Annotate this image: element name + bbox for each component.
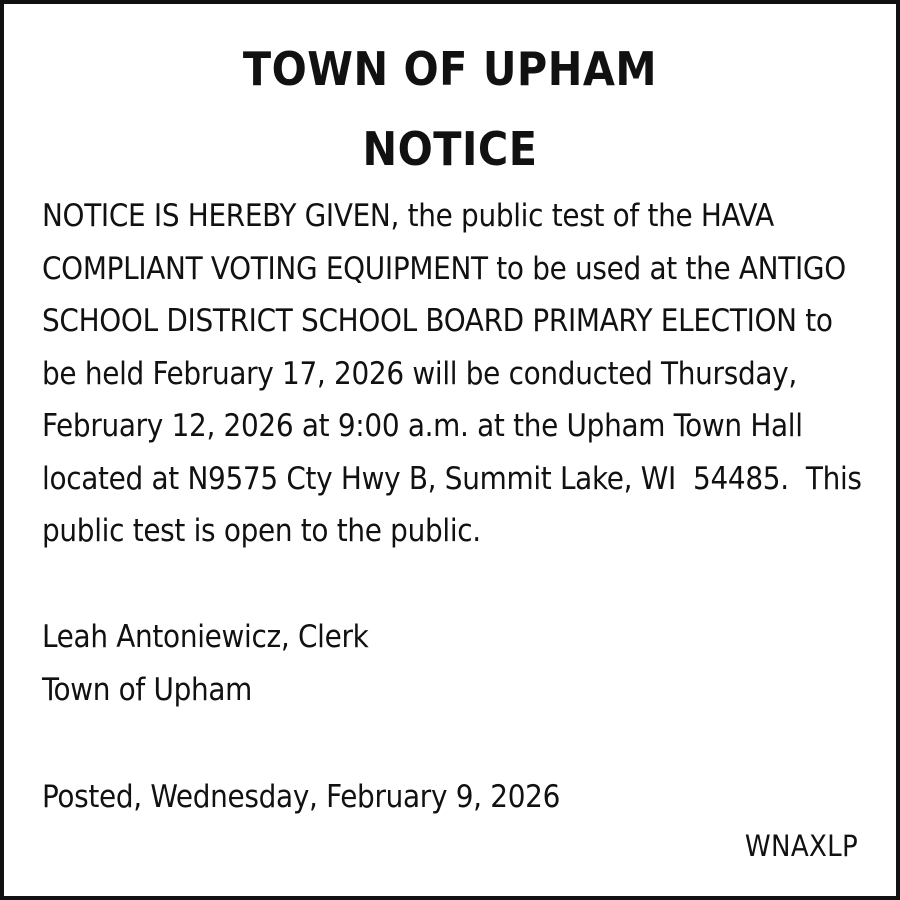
- signature-title: Town of Upham: [42, 672, 253, 708]
- notice-body-line: be held February 17, 2026 will be conducted Thursday,: [42, 356, 797, 392]
- notice-body-line: SCHOOL DISTRICT SCHOOL BOARD PRIMARY ELECTION to: [42, 303, 833, 339]
- notice-title: NOTICE: [362, 122, 538, 176]
- notice-code: WNAXLP: [744, 829, 858, 863]
- notice-body-line: NOTICE IS HEREBY GIVEN, the public test of the HAVA: [42, 198, 774, 234]
- notice-body-line: February 12, 2026 at 9:00 a.m. at the Upham Town Hall: [42, 408, 803, 444]
- signature-name: Leah Antoniewicz, Clerk: [42, 619, 369, 655]
- notice-body-line: public test is open to the public.: [42, 513, 481, 549]
- notice-title-town: TOWN OF UPHAM: [242, 42, 658, 96]
- posted-date: Posted, Wednesday, February 9, 2026: [42, 779, 561, 815]
- notice-body-line: located at N9575 Cty Hwy B, Summit Lake, WI 54485. This: [42, 461, 862, 497]
- notice-body-line: COMPLIANT VOTING EQUIPMENT to be used at the ANTIGO: [42, 251, 846, 287]
